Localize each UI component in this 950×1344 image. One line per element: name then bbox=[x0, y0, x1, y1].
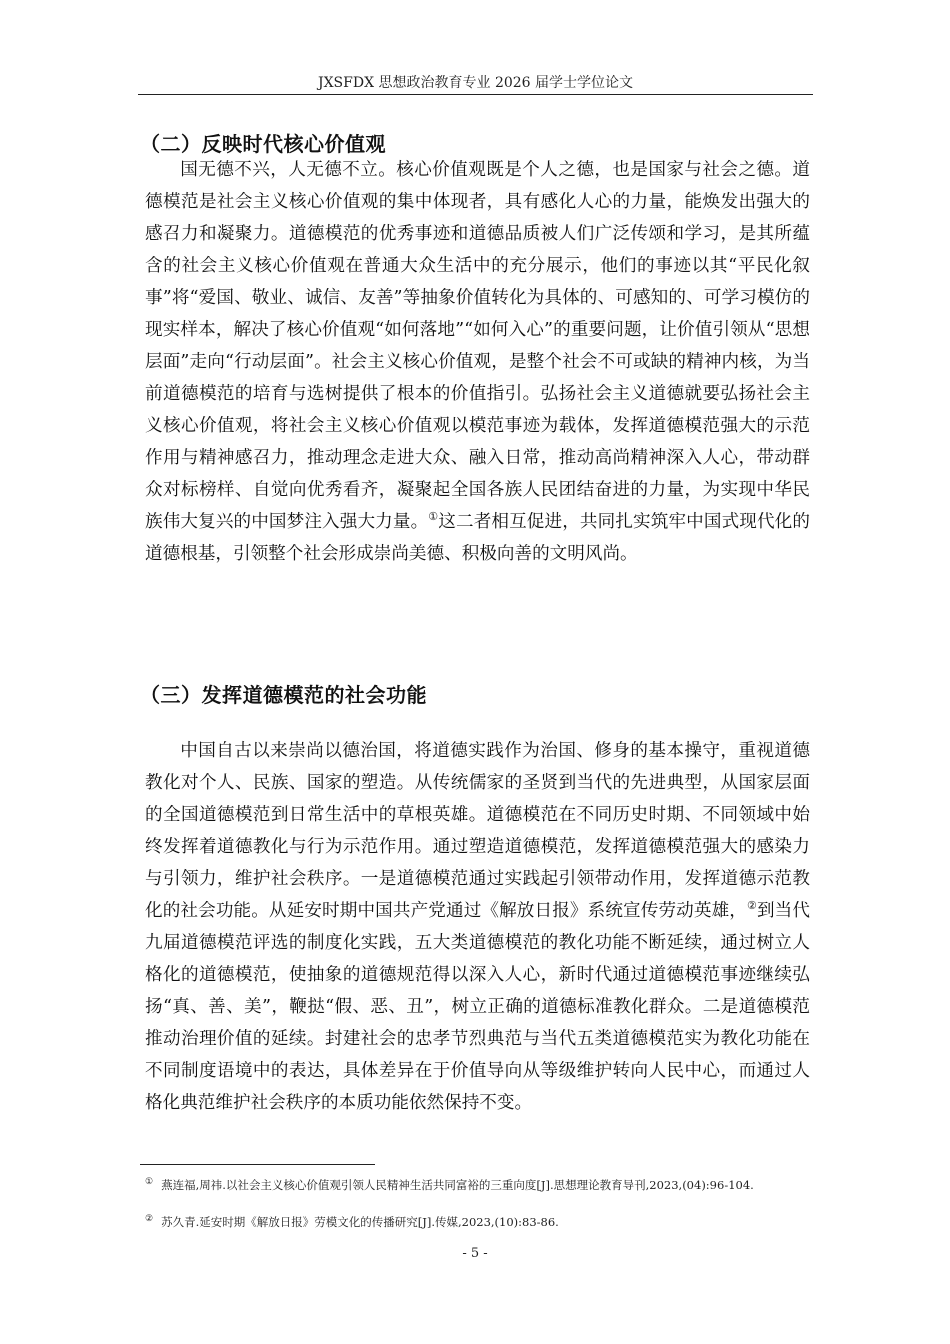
section-3-paragraph bbox=[145, 735, 810, 1119]
footnote-text: 苏久青.延安时期《解放日报》劳模文化的传播研究[J].传媒,2023,(10):83-86. bbox=[161, 1214, 559, 1229]
section-heading-2: （二）反映时代核心价值观 bbox=[140, 132, 386, 156]
footnote-mark: ② bbox=[145, 1214, 154, 1224]
footnote-ref-1[interactable]: ① bbox=[428, 510, 439, 524]
page-number: - 5 - bbox=[462, 1246, 488, 1261]
section-2-paragraph bbox=[145, 154, 810, 570]
header-divider bbox=[138, 94, 813, 95]
footnote-divider bbox=[140, 1164, 375, 1165]
paragraph-text: 国无德不兴，人无德不立。核心价值观既是个人之德，也是国家与社会之德。道德模范是社会主义核心价值观的集中体现者，具有感化人心的力量，能焕发出强大的感召力和凝聚力。道德模范的优秀事迹和道德品质被人们广泛传颂和学习，是其所蕴含的社会主义核心价值观在普通大众生活中的充分展示，他们的事迹以其“平民化叙事”将“爱国、敬业、诚信、友善”等抽象价值转化为具体的、可感知的、可学习模仿的现实样本，解决了核心价值观“如何落地”“如何入心”的重要问题，让价值引领从“思想层面”走向“行动层面”。社会主义核心价值观，是整个社会不可或缺的精神内核，为当前道德模范的培育与选树提供了根本的价值指引。弘扬社会主义道德就要弘扬社会主义核心价值观，将社会主义核心价值观以模范事迹为载体，发挥道德模范强大的示范作用与精神感召力，推动理念走进大众、融入日常，推动高尚精神深入人心，带动群众对标榜样、自觉向优秀看齐，凝聚起全国各族人民团结奋进的力量，为实现中华民族伟大复兴的中国梦注入强大力量。 bbox=[145, 160, 810, 532]
footnote-2 bbox=[145, 1211, 805, 1231]
paragraph-text: 中国自古以来崇尚以德治国，将道德实践作为治国、修身的基本操守，重视道德教化对个人、民族、国家的塑造。从传统儒家的圣贤到当代的先进典型，从国家层面的全国道德模范到日常生活中的草根英雄。道德模范在不同历史时期、不同领域中始终发挥着道德教化与行为示范作用。通过塑造道德模范，发挥道德模范强大的感染力与引领力，维护社会秩序。一是道德模范通过实践起引领带动作用，发挥道德示范教化的社会功能。从延安时期中国共产党通过《解放日报》系统宣传劳动英雄， bbox=[145, 741, 810, 921]
footnote-1 bbox=[145, 1174, 805, 1194]
running-header: JXSFDX 思想政治教育专业 2026 届学士学位论文 bbox=[317, 75, 634, 91]
paragraph-text: 这二者相互促进，共同扎实筑牢中国式现代化的道德根基，引领整个社会形成崇尚美德、积极向善的文明风尚。 bbox=[145, 512, 810, 564]
paragraph-text: 到当代九届道德模范评选的制度化实践，五大类道德模范的教化功能不断延续，通过树立人格化的道德模范，使抽象的道德规范得以深入人心，新时代通过道德模范事迹继续弘扬“真、善、美”，鞭挞“假、恶、丑”，树立正确的道德标准教化群众。二是道德模范推动治理价值的延续。封建社会的忠孝节烈典范与当代五类道德模范实为教化功能在不同制度语境中的表达，具体差异在于价值导向从等级维护转向人民中心，而通过人格化典范维护社会秩序的本质功能依然保持不变。 bbox=[145, 901, 810, 1113]
section-heading-3: （三）发挥道德模范的社会功能 bbox=[140, 683, 427, 707]
footnote-ref-2[interactable]: ② bbox=[746, 899, 757, 913]
footnote-text: 燕连福,周祎.以社会主义核心价值观引领人民精神生活共同富裕的三重向度[J].思想理论教育导刊,2023,(04):96-104. bbox=[161, 1177, 754, 1192]
footnote-mark: ① bbox=[145, 1177, 154, 1187]
